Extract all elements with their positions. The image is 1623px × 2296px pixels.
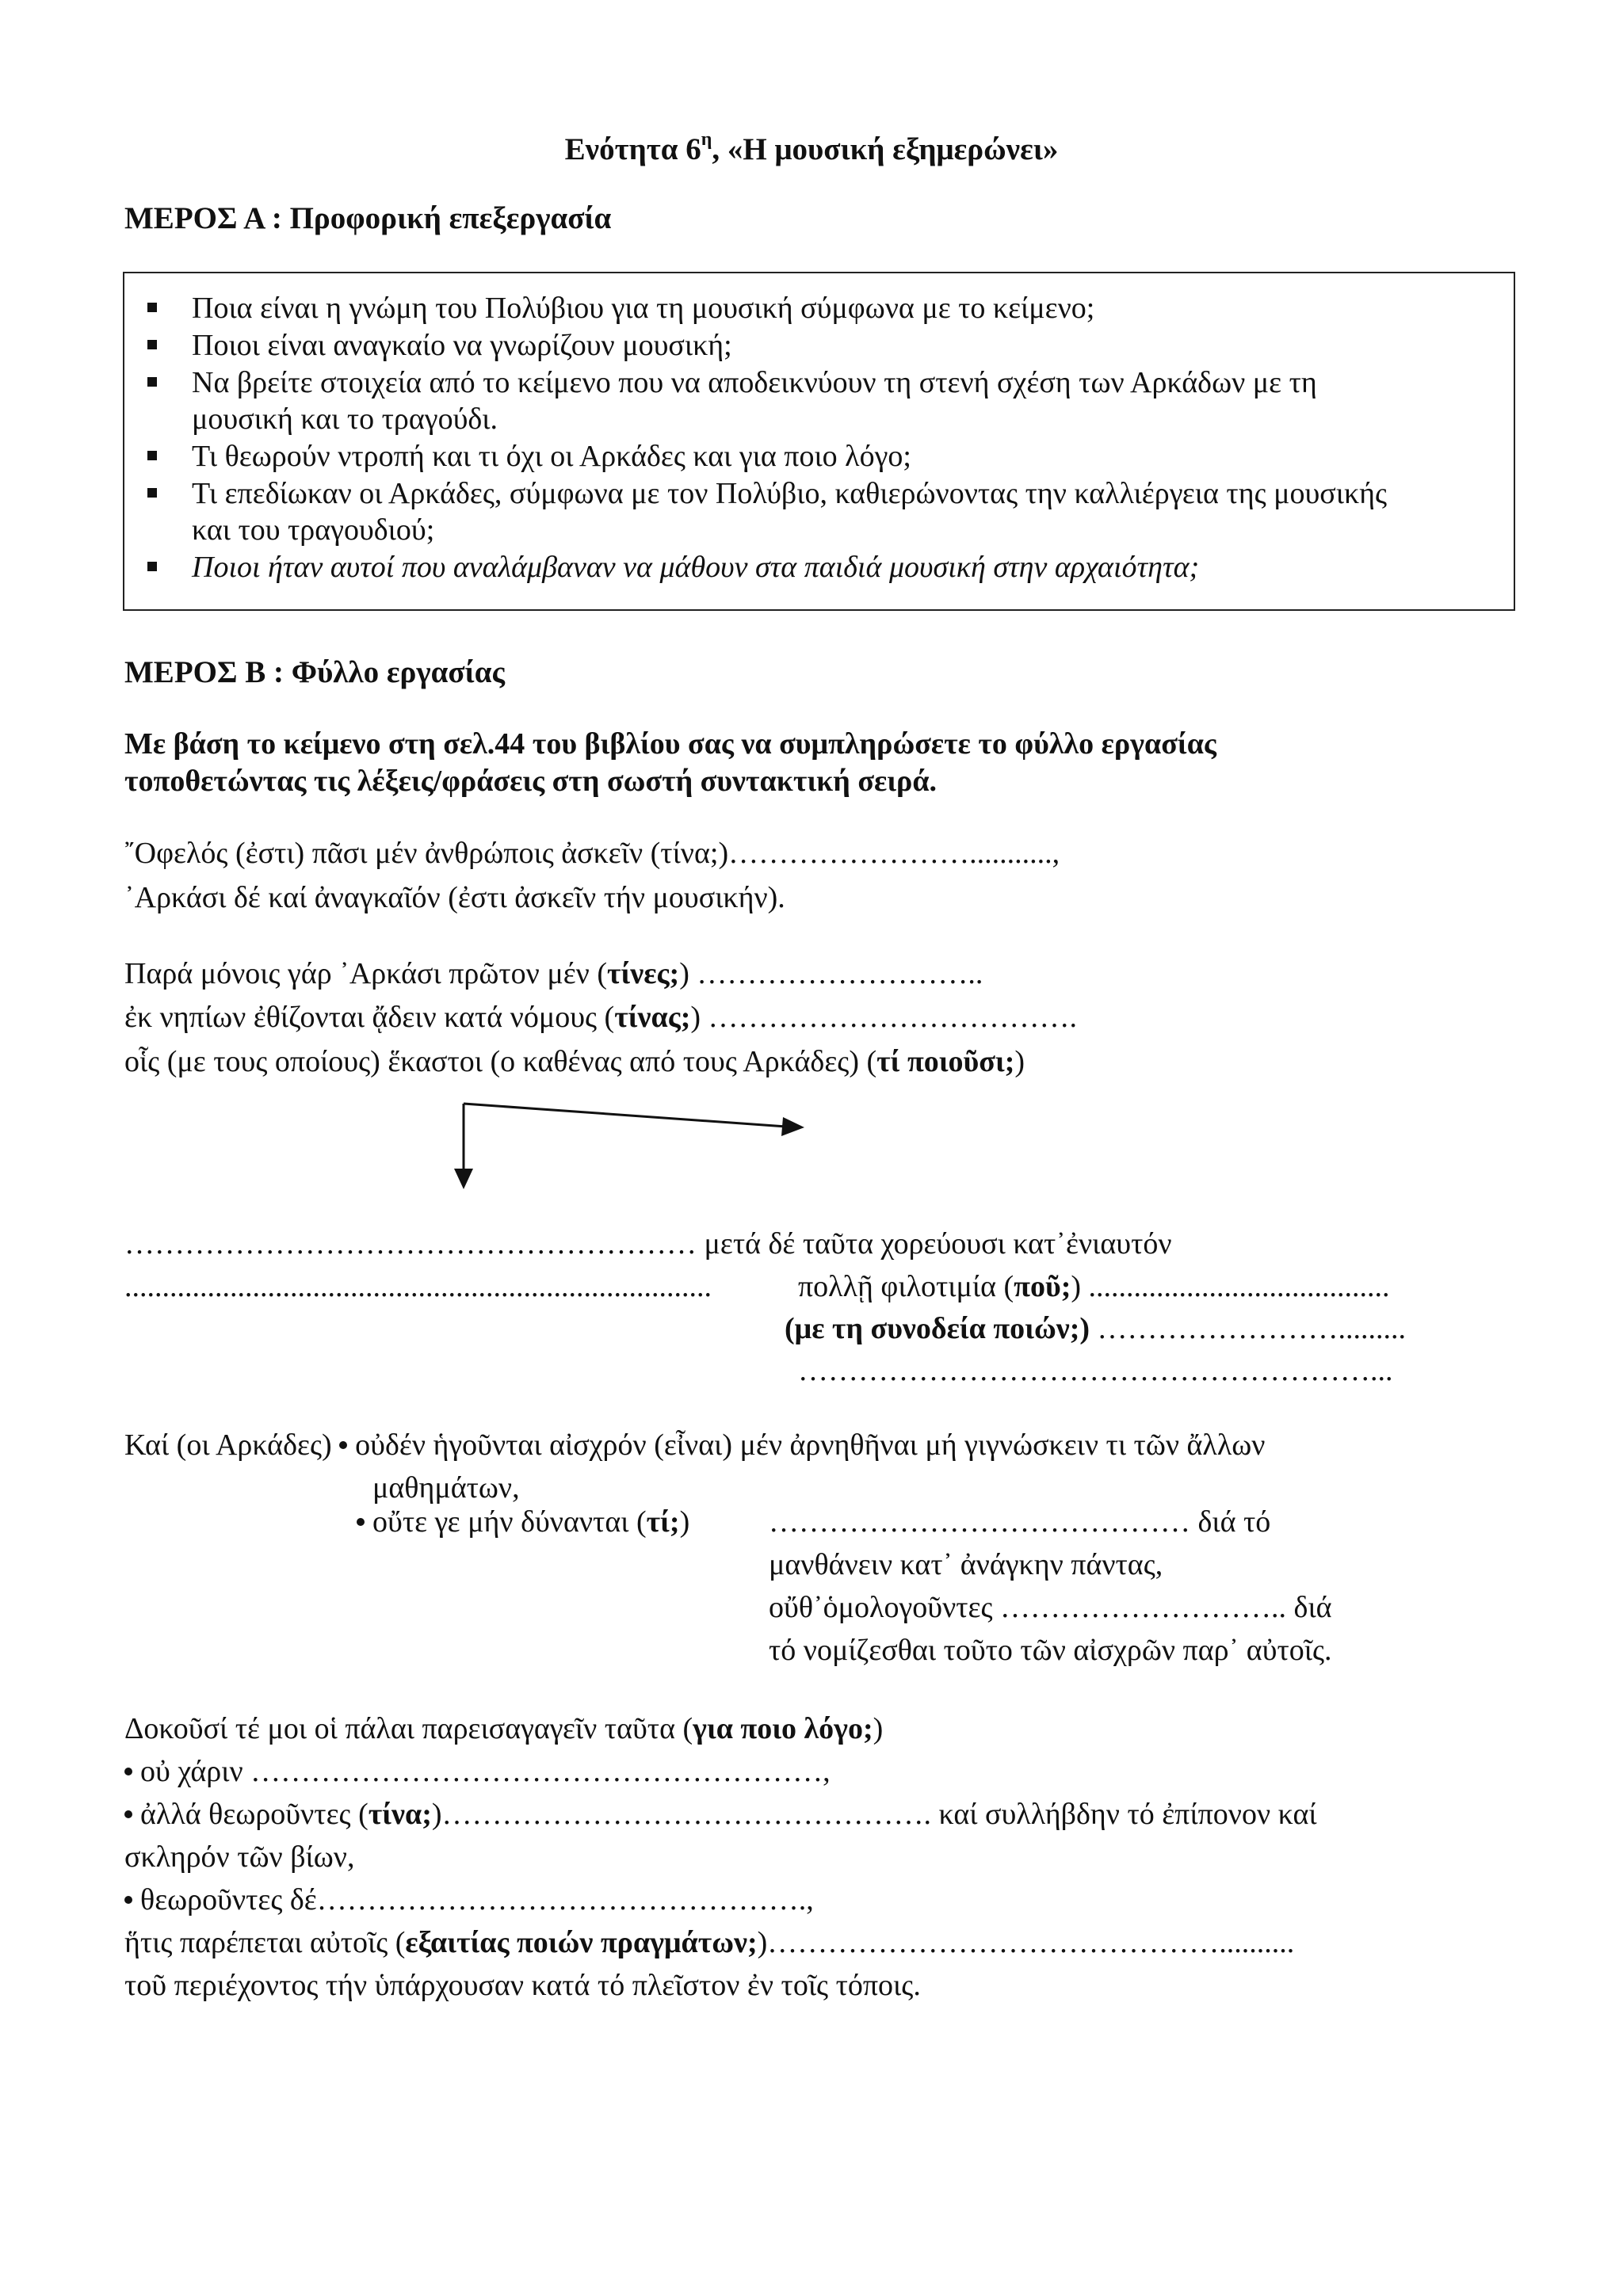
- bullet-icon: [124, 1896, 132, 1904]
- square-bullet-icon: [147, 303, 157, 312]
- worksheet-line-3: Παρά μόνοις γάρ ᾽Αρκάσι πρῶτον μέν (τίνες;) ………………………..: [124, 957, 983, 990]
- worksheet-line-21: ἥτις παρέπεται αὐτοῖς (εξαιτίας ποιών πραγμάτων;)………………………………………..........: [124, 1926, 1295, 1959]
- worksheet-line-18: ἀλλά θεωροῦντες (τίνα;)…………………………………………. καί συλλήβδην τό ἐπίπονον καί: [124, 1795, 1317, 1833]
- question-6: Ποιοι ήταν αυτοί που αναλάμβαναν να μάθουν στα παιδιά μουσική στην αρχαιότητα;: [192, 548, 1199, 586]
- question-3-continued: μουσική και το τραγούδι.: [192, 402, 498, 436]
- square-bullet-icon: [147, 451, 157, 460]
- square-bullet-icon: [147, 562, 157, 571]
- question-2: Ποιοι είναι αναγκαίο να γνωρίζουν μουσική;: [192, 326, 732, 364]
- square-bullet-icon: [147, 377, 157, 387]
- question-5-continued: και του τραγουδιού;: [192, 513, 435, 547]
- worksheet-line-7: πολλῇ φιλοτιμία (ποῦ;) ........................................: [798, 1270, 1390, 1303]
- arrow-diagram: [444, 1097, 816, 1192]
- worksheet-line-14: οὔθ᾽ὁμολογοῦντες ……………………….. διά: [769, 1591, 1332, 1624]
- part-b-heading: ΜΕΡΟΣ Β : Φύλλο εργασίας: [124, 655, 505, 689]
- worksheet-line-4: ἐκ νηπίων ἐθίζονται ᾄδειν κατά νόμους (τίνας;) ……………………………….: [124, 1001, 1078, 1034]
- question-3: Να βρείτε στοιχεία από το κείμενο που να αποδεικνύουν τη στενή σχέση των Αρκάδων με τη: [192, 364, 1317, 402]
- worksheet-line-2: ᾽Αρκάσι δέ καί ἀναγκαῖόν (ἐστι ἀσκεῖν τήν μουσικήν).: [124, 881, 785, 914]
- bullet-icon: [357, 1518, 365, 1526]
- worksheet-line-13: μανθάνειν κατ᾽ ἀνάγκην πάντας,: [769, 1548, 1163, 1581]
- instructions-line-2: τοποθετώντας τις λέξεις/φράσεις στη σωστή συντακτική σειρά.: [124, 765, 938, 798]
- bullet-icon: [124, 1810, 132, 1818]
- worksheet-line-12: οὔτε γε μήν δύνανται (τί;): [357, 1503, 689, 1541]
- questions-box: [123, 272, 1515, 611]
- bullet-icon: [124, 1768, 132, 1775]
- bent-arrow-icon: [454, 1104, 804, 1189]
- square-bullet-icon: [147, 340, 157, 349]
- worksheet-line-5: οἷς (με τους οποίους) ἕκαστοι (ο καθένας από τους Αρκάδες) (τί ποιοῦσι;): [124, 1045, 1025, 1078]
- instructions-line-1: Με βάση το κείμενο στη σελ.44 του βιβλίου σας να συμπληρώσετε το φύλλο εργασίας: [124, 727, 1216, 761]
- question-5: Τι επεδίωκαν οι Αρκάδες, σύμφωνα με τον Πολύβιο, καθιερώνοντας την καλλιέργεια της μουσικής: [192, 475, 1387, 513]
- question-1: Ποια είναι η γνώμη του Πολύβιου για τη μουσική σύμφωνα με το κείμενο;: [192, 289, 1094, 327]
- page-title: Ενότητα $6^\eta$, «Η μουσική εξημερώνει»: [564, 129, 1059, 166]
- worksheet-line-8: (με τη συνοδεία ποιών;) …………………….........: [785, 1312, 1407, 1345]
- bullet-icon: [339, 1441, 347, 1449]
- worksheet-line-10: Καί (οι Αρκάδες) οὐδέν ἡγοῦνται αἰσχρόν (εἶναι) μέν ἀρνηθῆναι μή γιγνώσκειν τι τῶν ἄλλων: [124, 1428, 1266, 1462]
- question-4: Τι θεωρούν ντροπή και τι όχι οι Αρκάδες και για ποιο λόγο;: [192, 437, 911, 475]
- worksheet-line-12-blank: …………………………………… διά τό: [769, 1505, 1271, 1539]
- worksheet-line-15: τό νομίζεσθαι τοῦτο τῶν αἰσχρῶν παρ᾽ αὐτοῖς.: [769, 1634, 1332, 1667]
- worksheet-line-16: Δοκοῦσί τέ μοι οἱ πάλαι παρεισαγαγεῖν ταῦτα (για ποιο λόγο;): [124, 1712, 884, 1745]
- worksheet-line-9: …………………………………………………...: [798, 1354, 1393, 1387]
- worksheet-line-19: σκληρόν τῶν βίων,: [124, 1840, 355, 1874]
- worksheet-line-20: θεωροῦντες δέ………………………………………….,: [124, 1881, 814, 1919]
- square-bullet-icon: [147, 488, 157, 498]
- worksheet-line-7-dots: ..............................................................................: [124, 1270, 712, 1303]
- worksheet-line-6: ………………………………………………… μετά δέ ταῦτα χορεύουσι κατ᾽ἐνιαυτόν: [124, 1227, 1172, 1261]
- worksheet-line-22: τοῦ περιέχοντος τήν ὑπάρχουσαν κατά τό πλεῖστον ἐν τοῖς τόποις.: [124, 1969, 921, 2002]
- worksheet-line-11: μαθημάτων,: [372, 1471, 520, 1505]
- worksheet-line-1: ῎Οφελός (ἐστι) πᾶσι μέν ἀνθρώποις ἀσκεῖν (τίνα;)……………………...........,: [124, 837, 1060, 870]
- part-a-heading: ΜΕΡΟΣ Α : Προφορική επεξεργασία: [124, 201, 612, 235]
- worksheet-line-17: οὐ χάριν …………………………………………………,: [124, 1753, 831, 1791]
